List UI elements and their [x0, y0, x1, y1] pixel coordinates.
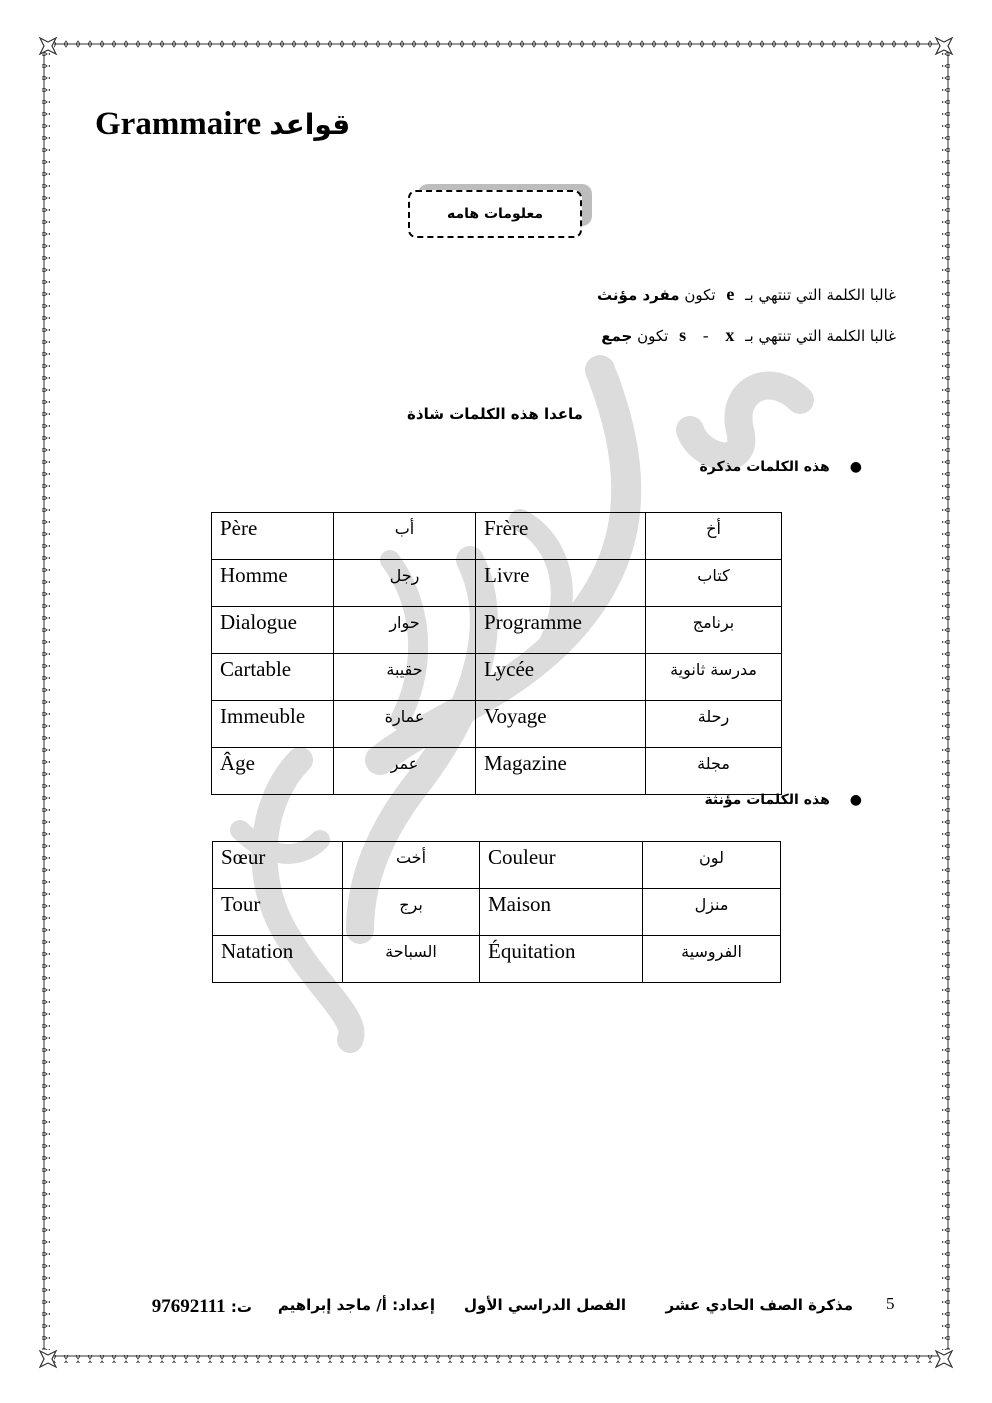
- table-row: [212, 748, 782, 795]
- footer-author: إعداد: أ/ ماجد إبراهيم: [277, 1296, 435, 1314]
- rule-plural: [601, 325, 896, 346]
- arabic-translation: كتاب: [646, 560, 782, 607]
- arabic-translation: أخت: [343, 842, 480, 889]
- arabic-translation: السباحة: [343, 936, 480, 983]
- french-word: Maison: [480, 889, 643, 936]
- french-word: Père: [212, 513, 334, 560]
- french-word: Programme: [476, 607, 646, 654]
- feminine-heading-text: هذه الكلمات مؤنثة: [704, 792, 830, 808]
- rule-letter: s: [679, 325, 687, 345]
- arabic-translation: رجل: [334, 560, 476, 607]
- info-box: [408, 190, 582, 238]
- arabic-translation: مجلة: [646, 748, 782, 795]
- table-row: [212, 560, 782, 607]
- arabic-translation: عمارة: [334, 701, 476, 748]
- info-box-label: معلومات هامه: [408, 190, 582, 238]
- french-word: Voyage: [476, 701, 646, 748]
- title-arabic: قواعد: [269, 108, 351, 141]
- footer-memo: مذكرة الصف الحادي عشر: [665, 1296, 853, 1314]
- masculine-heading-text: هذه الكلمات مذكرة: [699, 459, 830, 475]
- arabic-translation: أخ: [646, 513, 782, 560]
- exception-heading: ماعدا هذه الكلمات شاذة: [407, 405, 583, 423]
- french-word: Âge: [212, 748, 334, 795]
- arabic-translation: حوار: [334, 607, 476, 654]
- french-word: Natation: [213, 936, 343, 983]
- table-row: [212, 701, 782, 748]
- rule-result: جمع: [601, 327, 633, 345]
- table-row: [213, 936, 781, 983]
- french-word: Homme: [212, 560, 334, 607]
- table-row: [212, 654, 782, 701]
- feminine-heading: [704, 792, 862, 808]
- arabic-translation: برنامج: [646, 607, 782, 654]
- arabic-translation: عمر: [334, 748, 476, 795]
- rule-separator: -: [702, 326, 709, 345]
- rule-prefix: غالبا الكلمة التي تنتهي بـ: [745, 286, 896, 304]
- table-row: [212, 607, 782, 654]
- french-word: Couleur: [480, 842, 643, 889]
- title-latin: Grammaire: [95, 106, 262, 142]
- arabic-translation: برج: [343, 889, 480, 936]
- french-word: Livre: [476, 560, 646, 607]
- french-word: Dialogue: [212, 607, 334, 654]
- bullet-icon: ●: [849, 459, 862, 475]
- rule-connector: تكون: [684, 286, 716, 304]
- french-word: Lycée: [476, 654, 646, 701]
- arabic-translation: رحلة: [646, 701, 782, 748]
- footer-phone-number: 97692111: [151, 1296, 226, 1317]
- table-row: [213, 889, 781, 936]
- arabic-translation: أب: [334, 513, 476, 560]
- french-word: Magazine: [476, 748, 646, 795]
- footer-semester: الفصل الدراسي الأول: [464, 1296, 626, 1314]
- rule-letter: e: [726, 284, 735, 304]
- french-word: Équitation: [480, 936, 643, 983]
- arabic-translation: منزل: [643, 889, 781, 936]
- french-word: Frère: [476, 513, 646, 560]
- masculine-table: [211, 512, 782, 795]
- page-number: 5: [886, 1294, 895, 1313]
- table-row: [213, 842, 781, 889]
- rule-letter: x: [725, 325, 735, 345]
- arabic-translation: لون: [643, 842, 781, 889]
- rule-result: مفرد مؤنث: [597, 286, 680, 304]
- rule-feminine-singular: [597, 284, 896, 305]
- bullet-icon: ●: [849, 792, 862, 808]
- rule-prefix: غالبا الكلمة التي تنتهي بـ: [745, 327, 896, 345]
- rule-connector: تكون: [637, 327, 669, 345]
- masculine-heading: [699, 459, 862, 475]
- table-row: [212, 513, 782, 560]
- arabic-translation: مدرسة ثانوية: [646, 654, 782, 701]
- page-title: [95, 106, 350, 143]
- french-word: Immeuble: [212, 701, 334, 748]
- footer-phone: [152, 1296, 252, 1318]
- arabic-translation: الفروسية: [643, 936, 781, 983]
- arabic-translation: حقيبة: [334, 654, 476, 701]
- footer-phone-label: ت:: [230, 1298, 252, 1316]
- french-word: Sœur: [213, 842, 343, 889]
- french-word: Tour: [213, 889, 343, 936]
- feminine-table: [212, 841, 781, 983]
- french-word: Cartable: [212, 654, 334, 701]
